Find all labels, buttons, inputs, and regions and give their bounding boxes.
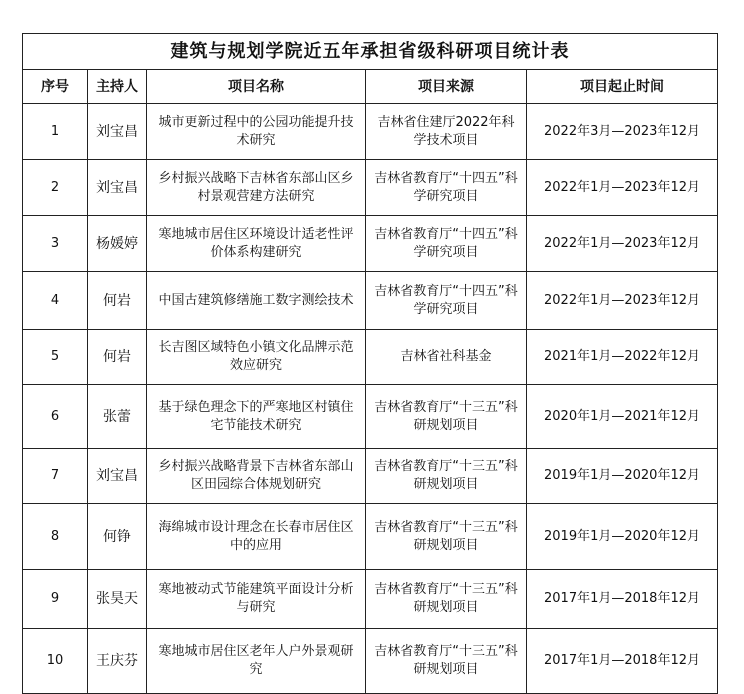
cell-name: 寒地城市居住区老年人户外景观研究 [147,629,366,694]
cell-index: 5 [23,330,88,385]
cell-name: 中国古建筑修缮施工数字测绘技术 [147,272,366,330]
header-period: 项目起止时间 [527,70,718,104]
cell-period: 2022年1月—2023年12月 [527,216,718,272]
cell-period: 2017年1月—2018年12月 [527,570,718,629]
cell-source: 吉林省教育厅“十三五”科研规划项目 [366,570,527,629]
table-row [23,449,718,504]
table-row [23,330,718,385]
cell-index: 3 [23,216,88,272]
cell-period: 2020年1月—2021年12月 [527,385,718,449]
cell-period: 2022年1月—2023年12月 [527,160,718,216]
cell-source: 吉林省教育厅“十四五”科学研究项目 [366,160,527,216]
cell-index: 8 [23,504,88,570]
table-row [23,272,718,330]
cell-host: 张蕾 [88,385,147,449]
cell-index: 9 [23,570,88,629]
table-row [23,160,718,216]
table-row [23,629,718,694]
statistics-sheet [22,33,717,694]
cell-host: 张昊天 [88,570,147,629]
cell-host: 何岩 [88,272,147,330]
cell-source: 吉林省教育厅“十三五”科研规划项目 [366,504,527,570]
cell-source: 吉林省教育厅“十四五”科学研究项目 [366,272,527,330]
cell-host: 何岩 [88,330,147,385]
cell-period: 2022年1月—2023年12月 [527,272,718,330]
cell-host: 刘宝昌 [88,160,147,216]
cell-host: 王庆芬 [88,629,147,694]
cell-name: 寒地被动式节能建筑平面设计分析与研究 [147,570,366,629]
cell-index: 7 [23,449,88,504]
cell-name: 乡村振兴战略背景下吉林省东部山区田园综合体规划研究 [147,449,366,504]
cell-source: 吉林省教育厅“十三五”科研规划项目 [366,449,527,504]
header-index: 序号 [23,70,88,104]
header-name: 项目名称 [147,70,366,104]
cell-source: 吉林省住建厅2022年科学技术项目 [366,104,527,160]
cell-index: 2 [23,160,88,216]
cell-period: 2022年3月—2023年12月 [527,104,718,160]
table-row [23,504,718,570]
table-row [23,104,718,160]
table-row [23,570,718,629]
projects-table [22,33,718,694]
table-row [23,385,718,449]
cell-name: 海绵城市设计理念在长春市居住区中的应用 [147,504,366,570]
table-title: 建筑与规划学院近五年承担省级科研项目统计表 [23,34,718,70]
cell-name: 城市更新过程中的公园功能提升技术研究 [147,104,366,160]
cell-source: 吉林省教育厅“十三五”科研规划项目 [366,385,527,449]
cell-index: 4 [23,272,88,330]
cell-host: 杨媛婷 [88,216,147,272]
cell-name: 基于绿色理念下的严寒地区村镇住宅节能技术研究 [147,385,366,449]
cell-period: 2019年1月—2020年12月 [527,504,718,570]
header-host: 主持人 [88,70,147,104]
title-row [23,34,718,70]
cell-host: 刘宝昌 [88,449,147,504]
table-row [23,216,718,272]
cell-source: 吉林省教育厅“十三五”科研规划项目 [366,629,527,694]
cell-index: 6 [23,385,88,449]
cell-source: 吉林省社科基金 [366,330,527,385]
cell-host: 何铮 [88,504,147,570]
header-row [23,70,718,104]
cell-source: 吉林省教育厅“十四五”科学研究项目 [366,216,527,272]
cell-period: 2019年1月—2020年12月 [527,449,718,504]
cell-index: 1 [23,104,88,160]
header-source: 项目来源 [366,70,527,104]
cell-name: 长吉图区域特色小镇文化品牌示范效应研究 [147,330,366,385]
cell-name: 寒地城市居住区环境设计适老性评价体系构建研究 [147,216,366,272]
cell-period: 2021年1月—2022年12月 [527,330,718,385]
cell-index: 10 [23,629,88,694]
cell-name: 乡村振兴战略下吉林省东部山区乡村景观营建方法研究 [147,160,366,216]
cell-host: 刘宝昌 [88,104,147,160]
cell-period: 2017年1月—2018年12月 [527,629,718,694]
